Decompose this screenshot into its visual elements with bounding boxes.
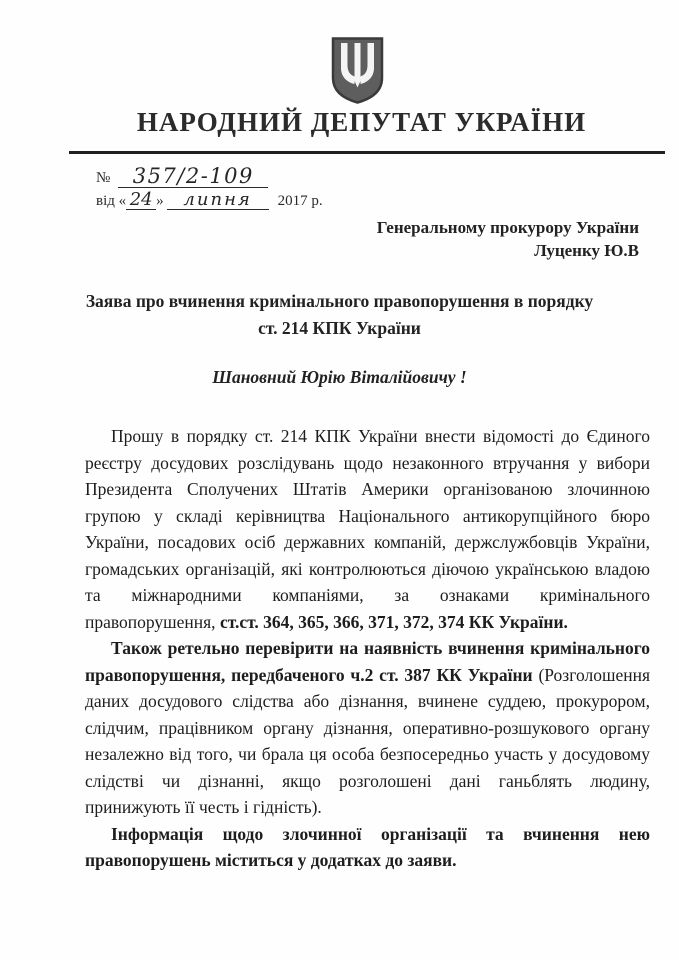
salutation: Шановний Юрію Віталійовичу ! — [212, 367, 467, 387]
reference-block — [96, 158, 323, 210]
coat-of-arms-icon — [329, 36, 386, 104]
subject-line-2: ст. 214 КПК України — [258, 318, 421, 338]
date-close-quote: » — [156, 193, 164, 209]
reference-number-value: 357/2-109 — [118, 165, 268, 188]
letterhead-rule — [69, 151, 665, 154]
date-year: 2017 р. — [277, 193, 323, 209]
reference-date-line — [96, 191, 323, 210]
date-day-value: 24 — [126, 191, 156, 210]
paragraph-1-articles-bold: ст.ст. 364, 365, 366, 371, 372, 374 КК України. — [219, 611, 568, 632]
paragraph-1-text: Прошу в порядку ст. 214 КПК України внести відомості до Єдиного реєстру досудових розслідувань щодо незаконного втручання у вибори Президента Сполучених Штатів Америки організованою злочинною групою у складі керівництва Національного антикорупційного бюро України, посадових осіб державних компаній, держслужбовців України, громадських організацій, які контролюються діючою українською владою та міжнародними компаніями, за ознаками кримінального правопорушення, — [85, 426, 650, 632]
addressee-block — [377, 216, 639, 262]
reference-number-line — [96, 158, 323, 188]
paragraph-3-text-bold: Інформація щодо злочинної організації та вчинення нею правопорушень міститься у додатках до заяви. — [85, 823, 650, 870]
addressee-line-2: Луценку Ю.В — [534, 241, 639, 260]
letterhead-title: НАРОДНИЙ ДЕПУТАТ УКРАЇНИ — [136, 107, 587, 137]
subject-line-1: Заява про вчинення кримінального правопорушення в порядку — [85, 291, 594, 311]
reference-number-label: № — [96, 170, 111, 186]
paragraph-2-text: (Розголошення даних досудового слідства або дізнання, вчинене суддею, прокурором, слідчим, працівником органу дізнання, оперативно-розшукового органу незалежно від того, чи брала ця особа безпосередньо участь у досудовому слідстві чи дізнанні, якщо розголошені дані ганьблять людину, принижують її честь і гідність). — [85, 664, 650, 817]
body-paragraph-1 — [85, 423, 650, 635]
letter-body — [85, 423, 650, 874]
date-month-value: липня — [167, 191, 269, 210]
body-paragraph-3 — [85, 821, 650, 874]
body-paragraph-2 — [85, 635, 650, 821]
subject-title — [57, 288, 622, 342]
paragraph-2-lead-bold: Також ретельно перевірити на наявність вчинення кримінального правопорушення, передбаченого ч.2 ст. 387 КК України — [85, 638, 650, 685]
date-prefix: від « — [96, 193, 127, 209]
addressee-line-1: Генеральному прокурору України — [376, 218, 639, 237]
